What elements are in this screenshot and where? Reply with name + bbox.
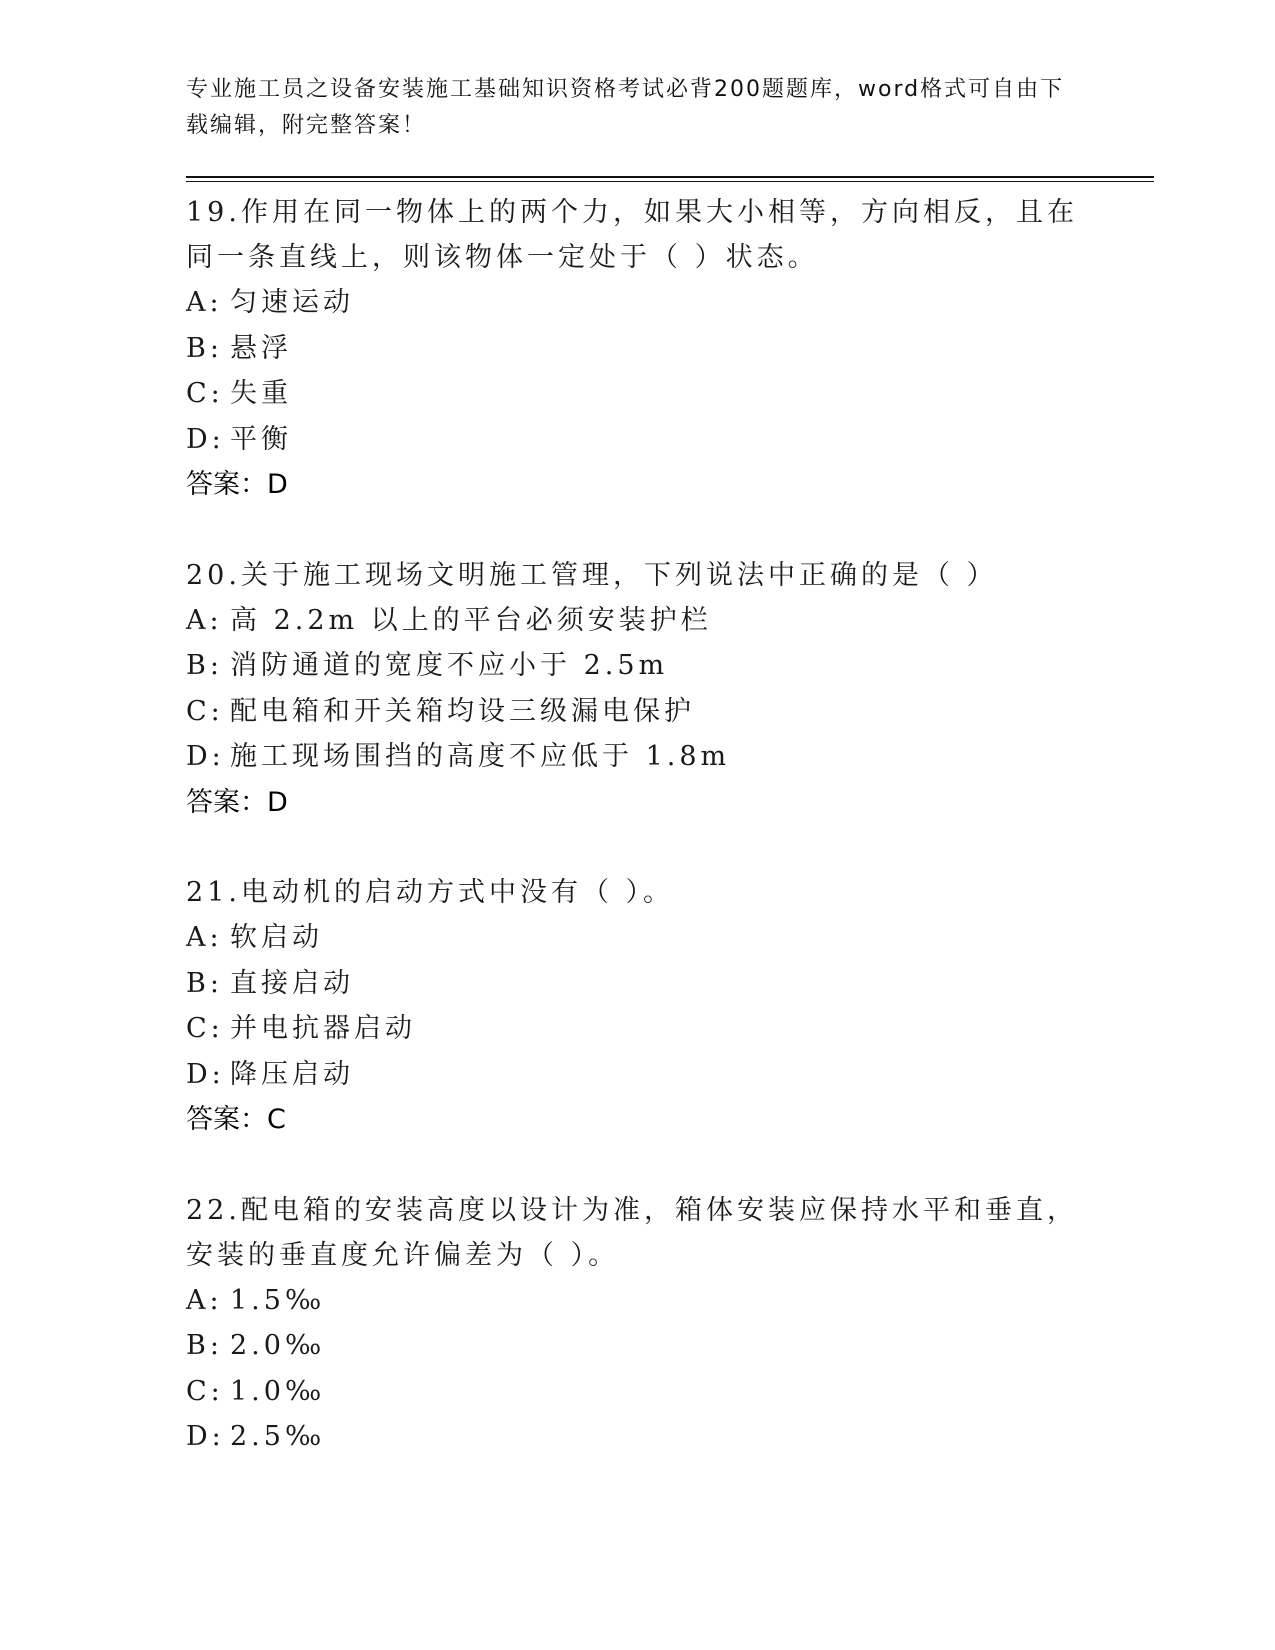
option-a (186, 915, 1086, 961)
option-key: D: (186, 1058, 225, 1090)
option-key: D: (186, 741, 225, 772)
option-d (186, 1414, 1086, 1460)
answer-value: D (267, 786, 288, 818)
question-number: 21. (186, 877, 241, 908)
option-text: 高 2.2m 以上的平台必须安装护栏 (230, 604, 712, 636)
option-text: 2.0‰ (230, 1330, 326, 1361)
document-header: 专业施工员之设备安装施工基础知识资格考试必背200题题库，word格式可自由下载编辑，附完整答案！ (186, 77, 1065, 138)
option-text: 1.0‰ (230, 1375, 326, 1407)
question-text: 关于施工现场文明施工管理，下列说法中正确的是（ ） (240, 559, 998, 591)
option-d (186, 1052, 1086, 1098)
question-number: 22. (186, 1194, 241, 1226)
answer-line (186, 462, 1086, 508)
option-text: 消防通道的宽度不应小于 2.5m (230, 650, 669, 681)
option-key: C: (186, 695, 224, 727)
option-text: 并电抗器启动 (230, 1013, 416, 1044)
answer-label: 答案： (186, 469, 267, 500)
question-stem (186, 190, 1086, 280)
option-key: A: (186, 1284, 223, 1316)
option-text: 失重 (230, 378, 292, 409)
question-21 (186, 870, 1086, 1143)
question-stem (186, 553, 1086, 598)
option-c (186, 1369, 1086, 1415)
answer-value: C (267, 1104, 286, 1135)
option-key: A: (186, 604, 223, 636)
option-c (186, 371, 1086, 417)
answer-line (186, 1097, 1086, 1143)
option-key: B: (186, 1330, 223, 1361)
option-key: A: (186, 922, 223, 953)
question-text: 配电箱的安装高度以设计为准，箱体安装应保持水平和垂直，安装的垂直度允许偏差为（ ）。 (186, 1194, 1078, 1271)
option-text: 悬浮 (230, 332, 292, 364)
option-key: A: (186, 287, 223, 318)
answer-value: D (267, 469, 288, 500)
question-stem (186, 870, 1086, 915)
answer-label: 答案： (186, 1104, 267, 1135)
option-a (186, 1278, 1086, 1324)
option-text: 匀速运动 (230, 287, 354, 318)
option-a (186, 280, 1086, 326)
option-d (186, 734, 1086, 780)
option-d (186, 417, 1086, 463)
question-stem (186, 1188, 1086, 1278)
option-key: C: (186, 378, 224, 409)
option-c (186, 1006, 1086, 1052)
option-text: 1.5‰ (230, 1284, 326, 1316)
option-key: D: (186, 1421, 225, 1452)
question-text: 电动机的启动方式中没有（ ）。 (240, 877, 675, 908)
header-divider-thin (186, 181, 1154, 182)
question-20 (186, 553, 1086, 826)
question-text: 作用在同一物体上的两个力，如果大小相等，方向相反，且在同一条直线上，则该物体一定处于（ ）状态。 (186, 197, 1078, 273)
option-text: 配电箱和开关箱均设三级漏电保护 (230, 695, 695, 727)
option-text: 直接启动 (230, 967, 354, 999)
option-key: D: (186, 423, 225, 455)
answer-line (186, 780, 1086, 826)
header-divider-thick (186, 176, 1154, 178)
question-number: 19. (186, 197, 241, 228)
option-key: B: (186, 650, 223, 681)
option-text: 软启动 (230, 922, 323, 953)
question-19 (186, 190, 1086, 508)
option-c (186, 689, 1086, 735)
option-b (186, 1323, 1086, 1369)
option-b (186, 643, 1086, 689)
option-b (186, 961, 1086, 1007)
option-key: B: (186, 967, 223, 999)
question-22 (186, 1188, 1086, 1460)
option-key: C: (186, 1375, 224, 1407)
question-list (186, 190, 1086, 1505)
option-b (186, 326, 1086, 372)
answer-label: 答案： (186, 786, 267, 818)
option-text: 2.5‰ (230, 1421, 326, 1452)
question-number: 20. (186, 559, 241, 591)
option-a (186, 598, 1086, 644)
option-text: 平衡 (230, 423, 292, 455)
option-text: 降压启动 (230, 1058, 354, 1090)
option-text: 施工现场围挡的高度不应低于 1.8m (230, 741, 731, 772)
option-key: C: (186, 1013, 224, 1044)
option-key: B: (186, 332, 223, 364)
